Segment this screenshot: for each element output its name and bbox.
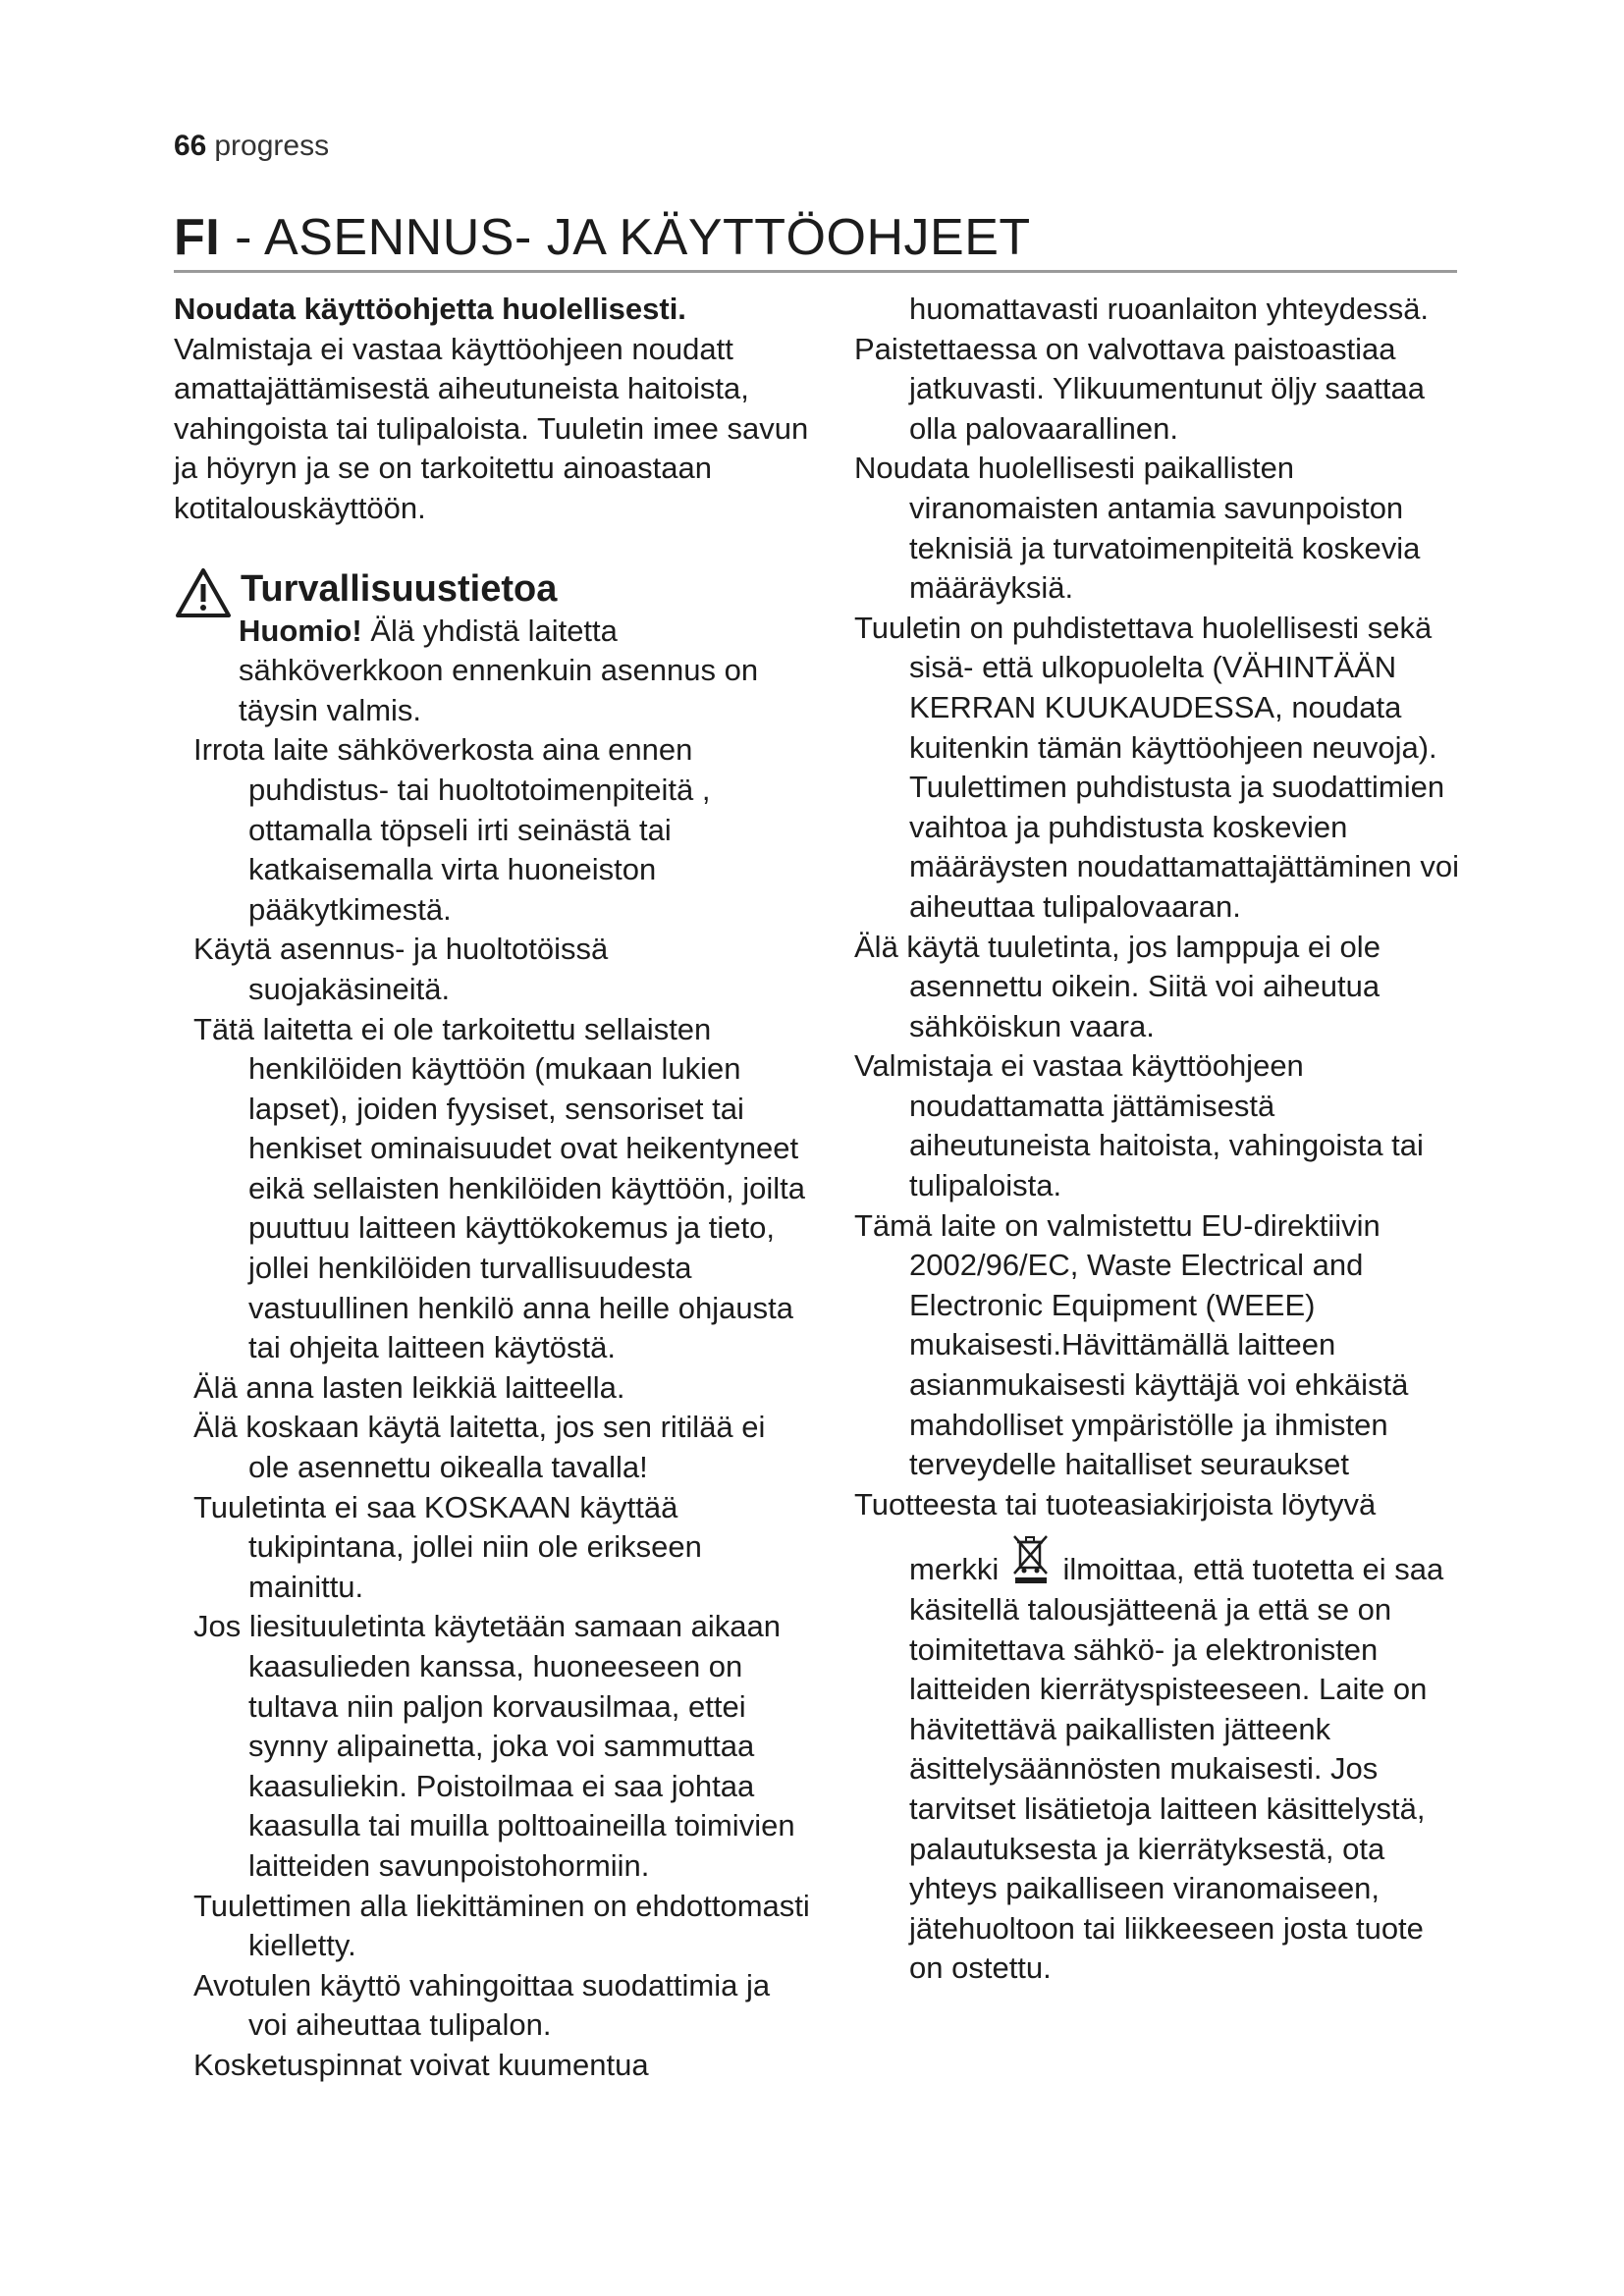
page-title [174,208,1031,267]
list-item: Tämä laite on valmistettu EU-direktiivin 2002/96/EC, Waste Electrical and Electronic Equipment (WEEE) mukaisesti.Hävittämällä laitteen asianmukaisesti käyttäjä voi ehkäistä mahdolliset ympäristölle ja ihmisten terveydelle haitalliset seuraukset [854,1207,1409,1482]
intro-section [174,290,812,529]
brand-name: progress [214,130,330,162]
title-divider [174,270,1457,273]
list-item: Tuuletin on puhdistettava huolellisesti sekä sisä- että ulkopuolelta (VÄHINTÄÄN KERRAN KUUKAUDESSA, noudata kuitenkin tämän käyttöohjeen neuvoja). Tuulettimen puhdistusta ja suodattimien vaihtoa ja puhdistusta koskevien määräysten noudattamattajättäminen voi aiheuttaa tulipalovaaran. [854,610,1460,924]
page-number: 66 [174,130,207,162]
list-item: Irrota laite sähköverkosta aina ennen puhdistus- tai huoltotoimenpiteitä , ottamalla töpseli irti seinästä tai katkaisemalla virta huoneiston pääkytkimestä. [193,732,711,927]
notice-label: Huomio! [239,613,362,648]
language-code: FI [174,209,221,266]
list-item: Käytä asennus- ja huoltotöissä suojakäsineitä. [193,932,609,1006]
list-item: Noudata huolellisesti paikallisten viranomaisten antamia savunpoiston teknisiä ja turvatoimenpiteitä koskevia määräyksiä. [854,451,1421,606]
page-header [174,130,329,163]
safety-header [174,566,812,731]
weee-intro: Tuotteesta tai tuoteasiakirjoista löytyvä [854,1486,1377,1522]
intro-heading: Noudata käyttöohjetta huolellisesti. [174,292,686,326]
left-column [174,290,812,2086]
notice-text: Älä yhdistä laitetta sähköverkkoon ennenkuin asennus on täysin valmis. [239,613,759,727]
safety-title: Turvallisuustietoa [241,567,558,610]
list-item: Älä koskaan käytä laitetta, jos sen ritilää ei ole asennettu oikealla tavalla! [193,1410,766,1485]
list-item: Paistettaessa on valvottava paistoastiaa jatkuvasti. Ylikuumentunut öljy saattaa olla palovaarallinen. [854,331,1426,446]
title-text: - ASENNUS- JA KÄYTTÖOHJEET [220,209,1031,266]
list-item: Tätä laitetta ei ole tarkoitettu sellaisten henkilöiden käyttöön (mukaan lukien lapset), joiden fyysiset, sensoriset tai henkiset ominaisuudet ovat heikentyneet eikä sellaisten henkilöiden käyttöön, joilta puuttuu laitteen käyttökokemus ja tieto, jollei henkilöiden turvallisuudesta vastuullinen henkilö anna heille ohjausta tai ohjeita laitteen käytöstä. [193,1011,805,1365]
warning-triangle-icon [174,566,233,621]
safety-section [174,566,812,2086]
list-item: Jos liesituuletinta käytetään samaan aikaan kaasulieden kanssa, huoneeseen on tultava niin paljon korvausilmaa, ettei synny alipainetta, joka voi sammuttaa kaasuliekin. Poistoilmaa ei saa johtaa kaasulla tai muilla polttoaineilla toimivien laitteiden savunpoistohormiin. [193,1609,795,1883]
list-item-continuation: huomattavasti ruoanlaiton yhteydessä. [909,292,1430,326]
list-item: Älä käytä tuuletinta, jos lamppuja ei ole asennettu oikein. Siitä voi aiheutua sähköiskun vaara. [854,929,1380,1043]
right-column [854,290,1463,1989]
weee-before-icon: merkki [909,1552,1007,1587]
list-item: Kosketuspinnat voivat kuumentua [193,2047,649,2082]
list-item: Avotulen käyttö vahingoittaa suodattimia ja voi aiheuttaa tulipalon. [193,1967,771,2043]
intro-body: Valmistaja ei vastaa käyttöohjeen noudatt amattajättämisestä aiheutuneista haitoista, vahingoista tai tulipaloista. Tuuletin imee savun ja höyryn ja se on tarkoitettu ainoastaan kotitalouskäyttöön. [174,331,809,525]
list-item: Valmistaja ei vastaa käyttöohjeen noudattamatta jättämisestä aiheutuneista haitoista, vahingoista tai tulipaloista. [854,1048,1424,1203]
weee-after-icon: ilmoittaa, että tuotetta ei saa käsitellä talousjätteenä ja että se on toimitettava sähkö- ja elektronisten laitteiden kierrätyspisteeseen. Laite on hävitettävä paikallisten jätteenk äsittelysäännösten mukaisesti. Jos tarvitset lisätietoja laitteen käsittelystä, palautuksesta ja kierrätyksestä, ota yhteys paikalliseen viranomaiseen, jätehuoltoon tai liikkeeseen josta tuote on ostettu. [909,1552,1444,1986]
list-item: Tuulettimen alla liekittäminen on ehdottomasti kielletty. [193,1888,810,1963]
safety-notice [239,612,769,731]
crossed-bin-icon [1011,1534,1051,1585]
list-item: Tuuletinta ei saa KOSKAAN käyttää tukipintana, jollei niin ole erikseen mainittu. [193,1489,702,1604]
safety-list-left [174,730,812,2085]
list-item: Älä anna lasten leikkiä laitteella. [193,1369,625,1405]
weee-notice [854,1534,1463,1989]
